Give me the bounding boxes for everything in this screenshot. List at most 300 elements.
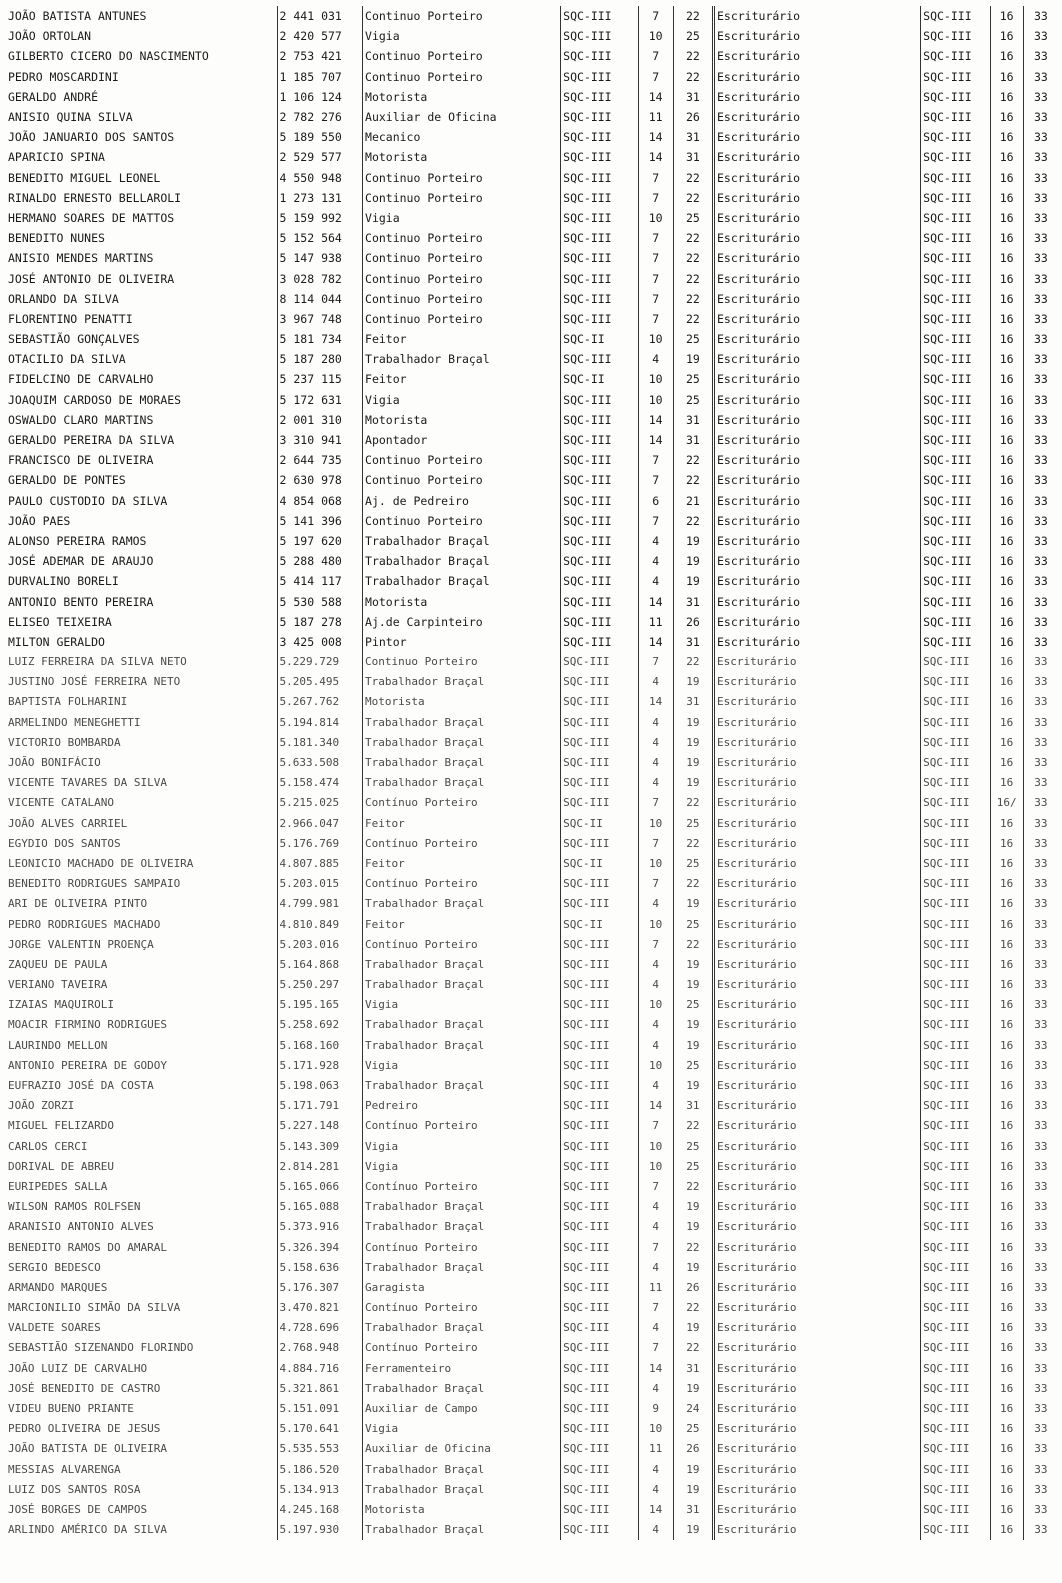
current-role: Contínuo Porteiro <box>363 793 561 813</box>
current-reference: 22 <box>673 793 713 813</box>
current-role: Trabalhador Braçal <box>363 773 561 793</box>
new-role: Escriturário <box>713 1177 920 1197</box>
new-reference: 33 <box>1023 228 1058 248</box>
registration-number: 5 189 550 <box>277 127 362 147</box>
current-reference: 19 <box>673 1258 713 1278</box>
new-grade: SQC-III <box>921 430 990 450</box>
current-level: 14 <box>638 87 673 107</box>
new-level: 16 <box>990 1258 1023 1278</box>
table-row <box>6 733 1058 753</box>
new-level: 16 <box>990 1500 1023 1520</box>
employee-name: WILSON RAMOS ROLFSEN <box>8 1200 141 1214</box>
employee-name: VICENTE CATALANO <box>8 796 114 810</box>
current-role: Continuo Porteiro <box>363 309 561 329</box>
new-level: 16 <box>990 1338 1023 1358</box>
employee-name: BENEDITO MIGUEL LEONEL <box>8 170 161 185</box>
new-grade: SQC-III <box>921 26 990 46</box>
new-reference: 33 <box>1023 268 1058 288</box>
new-level: 16 <box>990 309 1023 329</box>
current-level: 4 <box>638 894 673 914</box>
current-role: Continuo Porteiro <box>363 511 561 531</box>
current-grade: SQC-III <box>561 1500 638 1520</box>
current-reference: 22 <box>673 168 713 188</box>
employee-name: JOÃO ORTOLAN <box>8 29 92 44</box>
registration-number: 5.176.307 <box>277 1278 362 1298</box>
new-reference: 33 <box>1023 369 1058 389</box>
new-role: Escriturário <box>713 1379 920 1399</box>
current-level: 4 <box>638 349 673 369</box>
new-role: Escriturário <box>713 854 920 874</box>
current-reference: 19 <box>673 1318 713 1338</box>
current-reference: 31 <box>673 1500 713 1520</box>
new-role: Escriturário <box>713 531 920 551</box>
table-row <box>6 874 1058 894</box>
table-row <box>6 914 1058 934</box>
current-reference: 19 <box>673 571 713 591</box>
new-grade: SQC-III <box>921 410 990 430</box>
current-grade: SQC-III <box>561 289 638 309</box>
current-grade: SQC-III <box>561 470 638 490</box>
new-grade: SQC-III <box>921 1278 990 1298</box>
registration-number: 5 187 278 <box>277 612 362 632</box>
new-level: 16 <box>990 1036 1023 1056</box>
registration-number: 5 141 396 <box>277 511 362 531</box>
current-grade: SQC-III <box>561 591 638 611</box>
current-grade: SQC-III <box>561 1359 638 1379</box>
current-reference: 22 <box>673 1116 713 1136</box>
new-reference: 33 <box>1023 1278 1058 1298</box>
employee-name: ALONSO PEREIRA RAMOS <box>8 533 147 548</box>
new-reference: 33 <box>1023 814 1058 834</box>
new-reference: 33 <box>1023 67 1058 87</box>
employee-name: ANISIO QUINA SILVA <box>8 110 133 125</box>
current-reference: 25 <box>673 1137 713 1157</box>
new-level: 16 <box>990 491 1023 511</box>
registration-number: 5.321.861 <box>277 1379 362 1399</box>
new-grade: SQC-III <box>921 107 990 127</box>
table-row <box>6 1359 1058 1379</box>
new-level: 16 <box>990 1480 1023 1500</box>
current-reference: 22 <box>673 46 713 66</box>
current-level: 4 <box>638 1036 673 1056</box>
new-grade: SQC-III <box>921 793 990 813</box>
new-reference: 33 <box>1023 551 1058 571</box>
current-role: Continuo Porteiro <box>363 268 561 288</box>
registration-number: 5.250.297 <box>277 975 362 995</box>
current-level: 14 <box>638 1096 673 1116</box>
current-level: 4 <box>638 773 673 793</box>
new-role: Escriturário <box>713 1500 920 1520</box>
current-reference: 25 <box>673 26 713 46</box>
current-reference: 19 <box>673 551 713 571</box>
new-role: Escriturário <box>713 612 920 632</box>
new-grade: SQC-III <box>921 1177 990 1197</box>
employee-name: VICTORIO BOMBARDA <box>8 735 121 749</box>
new-grade: SQC-III <box>921 369 990 389</box>
new-level: 16 <box>990 1157 1023 1177</box>
new-role: Escriturário <box>713 955 920 975</box>
table-row <box>6 612 1058 632</box>
new-level: 16 <box>990 430 1023 450</box>
new-level: 16 <box>990 188 1023 208</box>
current-grade: SQC-III <box>561 1237 638 1257</box>
new-reference: 33 <box>1023 1015 1058 1035</box>
new-reference: 33 <box>1023 1137 1058 1157</box>
current-reference: 31 <box>673 632 713 652</box>
current-role: Trabalhador Braçal <box>363 1015 561 1035</box>
table-row <box>6 268 1058 288</box>
current-grade: SQC-III <box>561 6 638 26</box>
new-reference: 33 <box>1023 773 1058 793</box>
new-reference: 33 <box>1023 470 1058 490</box>
table-row <box>6 168 1058 188</box>
new-grade: SQC-III <box>921 652 990 672</box>
new-level: 16 <box>990 67 1023 87</box>
current-role: Continuo Porteiro <box>363 67 561 87</box>
current-reference: 22 <box>673 652 713 672</box>
employee-name: SEBASTIÃO GONÇALVES <box>8 332 140 347</box>
new-level: 16 <box>990 369 1023 389</box>
new-role: Escriturário <box>713 369 920 389</box>
registration-number: 4.728.696 <box>277 1318 362 1338</box>
table-row <box>6 289 1058 309</box>
current-reference: 19 <box>673 1520 713 1540</box>
employee-name: ARLINDO AMÉRICO DA SILVA <box>8 1523 167 1537</box>
employee-name: EGYDIO DOS SANTOS <box>8 836 121 850</box>
current-role: Continuo Porteiro <box>363 46 561 66</box>
table-row <box>6 511 1058 531</box>
new-level: 16 <box>990 1076 1023 1096</box>
registration-number: 5.535.553 <box>277 1439 362 1459</box>
current-reference: 19 <box>673 1036 713 1056</box>
employee-name: OSWALDO CLARO MARTINS <box>8 412 154 427</box>
current-grade: SQC-III <box>561 733 638 753</box>
current-reference: 31 <box>673 1096 713 1116</box>
registration-number: 2 529 577 <box>277 147 362 167</box>
current-reference: 22 <box>673 309 713 329</box>
new-reference: 33 <box>1023 733 1058 753</box>
new-level: 16 <box>990 228 1023 248</box>
new-grade: SQC-III <box>921 349 990 369</box>
new-reference: 33 <box>1023 127 1058 147</box>
table-row <box>6 390 1058 410</box>
registration-number: 5.151.091 <box>277 1399 362 1419</box>
new-role: Escriturário <box>713 168 920 188</box>
employee-name: LAURINDO MELLON <box>8 1038 108 1052</box>
registration-number: 5.170.641 <box>277 1419 362 1439</box>
current-level: 14 <box>638 591 673 611</box>
employee-name: JOÃO BATISTA DE OLIVEIRA <box>8 1442 167 1456</box>
new-grade: SQC-III <box>921 168 990 188</box>
current-reference: 19 <box>673 955 713 975</box>
new-level: 16 <box>990 1197 1023 1217</box>
table-row <box>6 692 1058 712</box>
new-level: 16 <box>990 652 1023 672</box>
new-grade: SQC-III <box>921 208 990 228</box>
new-grade: SQC-III <box>921 531 990 551</box>
table-row <box>6 632 1058 652</box>
new-role: Escriturário <box>713 652 920 672</box>
employee-name: EURIPEDES SALLA <box>8 1179 108 1193</box>
new-reference: 33 <box>1023 935 1058 955</box>
employee-name: JORGE VALENTIN PROENÇA <box>8 937 154 951</box>
registration-number: 5.158.636 <box>277 1258 362 1278</box>
current-level: 11 <box>638 612 673 632</box>
current-role: Trabalhador Braçal <box>363 1258 561 1278</box>
table-row <box>6 1298 1058 1318</box>
new-reference: 33 <box>1023 430 1058 450</box>
new-role: Escriturário <box>713 1096 920 1116</box>
new-reference: 33 <box>1023 1076 1058 1096</box>
new-level: 16 <box>990 874 1023 894</box>
current-grade: SQC-III <box>561 1137 638 1157</box>
table-row <box>6 1177 1058 1197</box>
registration-number: 5.203.015 <box>277 874 362 894</box>
new-level: 16 <box>990 168 1023 188</box>
current-role: Garagista <box>363 1278 561 1298</box>
current-reference: 31 <box>673 591 713 611</box>
current-grade: SQC-III <box>561 268 638 288</box>
new-role: Escriturário <box>713 491 920 511</box>
new-reference: 33 <box>1023 995 1058 1015</box>
new-level: 16 <box>990 551 1023 571</box>
current-reference: 19 <box>673 975 713 995</box>
new-reference: 33 <box>1023 1258 1058 1278</box>
current-reference: 19 <box>673 894 713 914</box>
new-level: 16 <box>990 955 1023 975</box>
current-level: 14 <box>638 410 673 430</box>
current-grade: SQC-III <box>561 874 638 894</box>
table-row <box>6 67 1058 87</box>
new-level: 16 <box>990 107 1023 127</box>
new-grade: SQC-III <box>921 612 990 632</box>
current-grade: SQC-III <box>561 1197 638 1217</box>
employee-name: BENEDITO RODRIGUES SAMPAIO <box>8 877 181 891</box>
registration-number: 1 273 131 <box>277 188 362 208</box>
employee-name: APARICIO SPINA <box>8 150 105 165</box>
registration-number: 5.158.474 <box>277 773 362 793</box>
current-reference: 25 <box>673 369 713 389</box>
new-level: 16 <box>990 1399 1023 1419</box>
current-reference: 25 <box>673 814 713 834</box>
current-role: Pintor <box>363 632 561 652</box>
current-grade: SQC-III <box>561 309 638 329</box>
table-row <box>6 430 1058 450</box>
new-role: Escriturário <box>713 1278 920 1298</box>
new-reference: 33 <box>1023 1500 1058 1520</box>
table-row <box>6 652 1058 672</box>
table-row <box>6 349 1058 369</box>
current-reference: 19 <box>673 1217 713 1237</box>
current-level: 4 <box>638 531 673 551</box>
current-grade: SQC-III <box>561 793 638 813</box>
table-row <box>6 1076 1058 1096</box>
new-grade: SQC-III <box>921 591 990 611</box>
employee-name: BENEDITO NUNES <box>8 231 105 246</box>
current-reference: 31 <box>673 410 713 430</box>
current-role: Continuo Porteiro <box>363 652 561 672</box>
current-grade: SQC-III <box>561 1258 638 1278</box>
current-reference: 25 <box>673 329 713 349</box>
employee-name: LUIZ FERREIRA DA SILVA NETO <box>8 655 187 669</box>
current-grade: SQC-III <box>561 1399 638 1419</box>
current-reference: 22 <box>673 470 713 490</box>
new-role: Escriturário <box>713 450 920 470</box>
table-row <box>6 753 1058 773</box>
current-role: Auxiliar de Oficina <box>363 107 561 127</box>
current-grade: SQC-III <box>561 248 638 268</box>
current-grade: SQC-III <box>561 46 638 66</box>
table-row <box>6 1520 1058 1540</box>
new-level: 16 <box>990 349 1023 369</box>
new-role: Escriturário <box>713 1237 920 1257</box>
current-role: Trabalhador Braçal <box>363 1318 561 1338</box>
new-role: Escriturário <box>713 1359 920 1379</box>
current-grade: SQC-III <box>561 1298 638 1318</box>
new-role: Escriturário <box>713 349 920 369</box>
new-reference: 33 <box>1023 1237 1058 1257</box>
current-role: Vigia <box>363 390 561 410</box>
current-level: 7 <box>638 935 673 955</box>
current-reference: 19 <box>673 531 713 551</box>
new-reference: 33 <box>1023 511 1058 531</box>
current-role: Trabalhador Braçal <box>363 1480 561 1500</box>
new-level: 16 <box>990 692 1023 712</box>
table-row <box>6 1460 1058 1480</box>
current-role: Trabalhador Braçal <box>363 349 561 369</box>
registration-number: 5 152 564 <box>277 228 362 248</box>
employee-name: GERALDO PEREIRA DA SILVA <box>8 433 175 448</box>
current-level: 14 <box>638 692 673 712</box>
new-level: 16 <box>990 1015 1023 1035</box>
current-grade: SQC-III <box>561 1318 638 1338</box>
new-reference: 33 <box>1023 26 1058 46</box>
current-grade: SQC-III <box>561 692 638 712</box>
current-grade: SQC-III <box>561 87 638 107</box>
new-reference: 33 <box>1023 289 1058 309</box>
current-level: 7 <box>638 652 673 672</box>
registration-number: 3 967 748 <box>277 309 362 329</box>
new-level: 16 <box>990 268 1023 288</box>
current-reference: 22 <box>673 874 713 894</box>
current-reference: 24 <box>673 1399 713 1419</box>
current-reference: 26 <box>673 612 713 632</box>
new-role: Escriturário <box>713 430 920 450</box>
registration-number: 5 187 280 <box>277 349 362 369</box>
new-grade: SQC-III <box>921 1217 990 1237</box>
current-role: Trabalhador Braçal <box>363 955 561 975</box>
new-reference: 33 <box>1023 1520 1058 1540</box>
current-level: 10 <box>638 1419 673 1439</box>
employee-name: ELISEO TEIXEIRA <box>8 614 112 629</box>
new-grade: SQC-III <box>921 733 990 753</box>
current-level: 10 <box>638 1056 673 1076</box>
new-role: Escriturário <box>713 935 920 955</box>
table-row <box>6 46 1058 66</box>
current-reference: 22 <box>673 268 713 288</box>
table-row <box>6 450 1058 470</box>
new-role: Escriturário <box>713 147 920 167</box>
registration-number: 2 782 276 <box>277 107 362 127</box>
staff-roster-table <box>6 6 1058 1540</box>
new-grade: SQC-III <box>921 127 990 147</box>
current-reference: 22 <box>673 450 713 470</box>
new-role: Escriturário <box>713 107 920 127</box>
current-reference: 22 <box>673 6 713 26</box>
new-role: Escriturário <box>713 1137 920 1157</box>
new-role: Escriturário <box>713 632 920 652</box>
registration-number: 5.186.520 <box>277 1460 362 1480</box>
new-reference: 33 <box>1023 955 1058 975</box>
current-grade: SQC-III <box>561 1460 638 1480</box>
new-level: 16 <box>990 571 1023 591</box>
current-grade: SQC-III <box>561 632 638 652</box>
registration-number: 8 114 044 <box>277 289 362 309</box>
new-role: Escriturário <box>713 773 920 793</box>
new-role: Escriturário <box>713 46 920 66</box>
current-grade: SQC-III <box>561 652 638 672</box>
current-grade: SQC-III <box>561 127 638 147</box>
new-grade: SQC-III <box>921 329 990 349</box>
new-grade: SQC-III <box>921 672 990 692</box>
new-role: Escriturário <box>713 814 920 834</box>
current-role: Vigia <box>363 208 561 228</box>
current-reference: 31 <box>673 127 713 147</box>
table-row <box>6 127 1058 147</box>
current-level: 11 <box>638 1278 673 1298</box>
current-level: 11 <box>638 107 673 127</box>
current-level: 10 <box>638 329 673 349</box>
table-row <box>6 1116 1058 1136</box>
new-grade: SQC-III <box>921 713 990 733</box>
registration-number: 5 288 480 <box>277 551 362 571</box>
new-level: 16 <box>990 1278 1023 1298</box>
current-reference: 22 <box>673 1237 713 1257</box>
new-reference: 33 <box>1023 874 1058 894</box>
current-role: Continuo Porteiro <box>363 470 561 490</box>
current-grade: SQC-II <box>561 914 638 934</box>
new-reference: 33 <box>1023 248 1058 268</box>
new-level: 16 <box>990 612 1023 632</box>
employee-name: GILBERTO CICERO DO NASCIMENTO <box>8 49 209 64</box>
current-role: Contínuo Porteiro <box>363 1116 561 1136</box>
current-reference: 22 <box>673 834 713 854</box>
new-reference: 33 <box>1023 107 1058 127</box>
current-level: 7 <box>638 309 673 329</box>
table-row <box>6 87 1058 107</box>
employee-name: ANTONIO PEREIRA DE GODOY <box>8 1058 167 1072</box>
current-level: 4 <box>638 955 673 975</box>
current-role: Trabalhador Braçal <box>363 733 561 753</box>
new-reference: 33 <box>1023 854 1058 874</box>
current-reference: 31 <box>673 430 713 450</box>
new-level: 16 <box>990 1520 1023 1540</box>
table-row <box>6 208 1058 228</box>
new-role: Escriturário <box>713 834 920 854</box>
current-level: 7 <box>638 1177 673 1197</box>
current-level: 14 <box>638 147 673 167</box>
table-row <box>6 1137 1058 1157</box>
new-level: 16 <box>990 894 1023 914</box>
employee-name: JOÃO PAES <box>8 513 71 528</box>
current-reference: 22 <box>673 935 713 955</box>
new-grade: SQC-III <box>921 854 990 874</box>
registration-number: 5.197.930 <box>277 1520 362 1540</box>
registration-number: 2 001 310 <box>277 410 362 430</box>
new-level: 16 <box>990 1217 1023 1237</box>
current-grade: SQC-III <box>561 450 638 470</box>
new-grade: SQC-III <box>921 1500 990 1520</box>
